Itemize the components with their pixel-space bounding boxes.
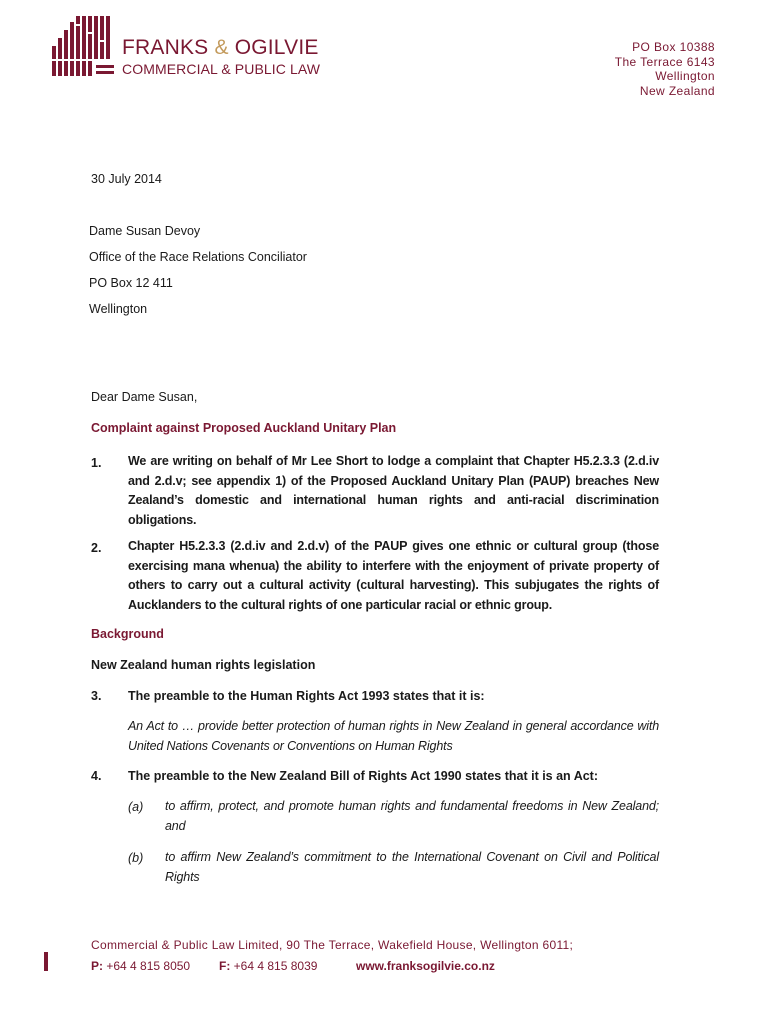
firm-tagline: COMMERCIAL & PUBLIC LAW — [122, 61, 321, 77]
paragraph-2: Chapter H5.2.3.3 (2.d.iv and 2.d.v) of the PAUP gives one ethnic or cultural group (those exercising mana whenua) the ability to interfere with the enjoyment of private property of others to carry out a cultural activity (cultural harvesting). This subjugates the rights of Aucklanders to the cultural rights of one particular racial or ethnic group. — [128, 539, 659, 612]
footer-phone: P: +64 4 815 8050 — [91, 959, 191, 973]
footer-fax: F: +64 4 815 8039 — [219, 959, 318, 973]
logo-bars-icon — [52, 16, 116, 78]
paragraph-number: 2. — [91, 541, 102, 555]
list-text: to affirm, protect, and promote human rights and fundamental freedoms in New Zealand; and — [165, 799, 659, 833]
paragraph-number: 3. — [91, 689, 102, 703]
paragraph-3: The preamble to the Human Rights Act 1993 states that it is: — [128, 689, 485, 703]
firm-name: FRANKS & OGILVIE — [122, 36, 319, 59]
paragraph-4: The preamble to the New Zealand Bill of Rights Act 1990 states that it is an Act: — [128, 769, 599, 783]
list-label: (b) — [128, 851, 144, 865]
firm-address: PO Box 10388 The Terrace 6143 Wellington New Zealand — [614, 40, 715, 98]
letter-date: 30 July 2014 — [91, 172, 162, 186]
firm-logo — [52, 16, 321, 80]
quote-human-rights-act: An Act to … provide better protection of human rights in New Zealand in general accordance with United Nations Covenants or Conventions on Human Rights — [128, 719, 659, 753]
salutation: Dear Dame Susan, — [91, 390, 198, 404]
footer-accent-bar — [44, 952, 48, 971]
paragraph-number: 1. — [91, 456, 102, 470]
section-subheading: New Zealand human rights legislation — [91, 658, 316, 672]
paragraph-number: 4. — [91, 769, 102, 783]
footer-website-link[interactable]: www.franksogilvie.co.nz — [356, 959, 495, 973]
list-text: to affirm New Zealand’s commitment to the International Covenant on Civil and Political Rights — [165, 850, 659, 884]
list-label: (a) — [128, 800, 144, 814]
paragraph-1: We are writing on behalf of Mr Lee Short to lodge a complaint that Chapter H5.2.3.3 (2.d.iv and 2.d.v; see appendix 1) of the Proposed Auckland Unitary Plan (PAUP) breaches New Zealand’s domestic and international human rights and anti-racial discrimination obligations. — [128, 454, 659, 527]
footer-company-line: Commercial & Public Law Limited, 90 The Terrace, Wakefield House, Wellington 6011; — [91, 938, 574, 952]
subject-heading: Complaint against Proposed Auckland Unitary Plan — [91, 421, 397, 435]
background-heading: Background — [91, 627, 164, 641]
